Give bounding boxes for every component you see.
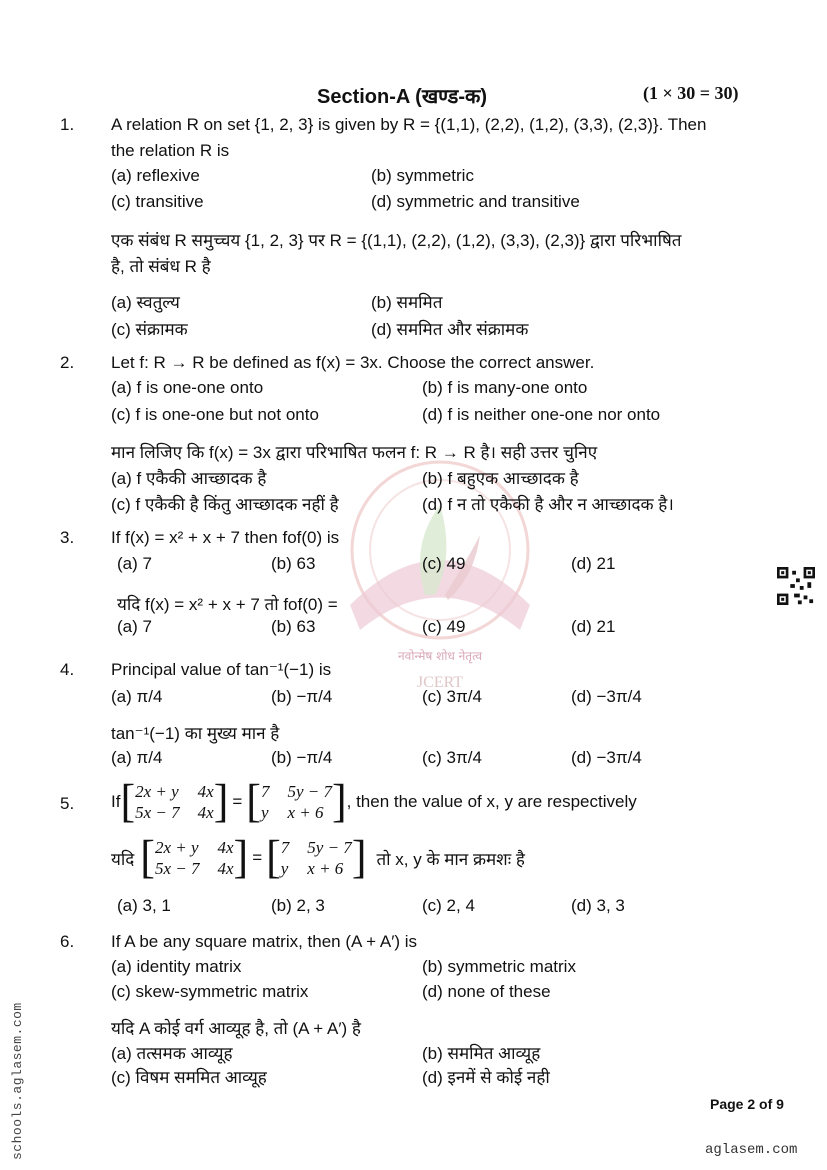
option-d-hindi: (d) −3π/4 — [571, 748, 642, 767]
option-c: (c) 49 — [422, 554, 466, 573]
option-c-hindi: (c) f एकैकी है किंतु आच्छादक नहीं है — [111, 495, 339, 514]
svg-text:JCERT: JCERT — [416, 674, 464, 691]
option-a: (a) reflexive — [111, 166, 200, 185]
footer-site: aglasem.com — [705, 1142, 798, 1158]
matrix-cell: 2x + y — [135, 782, 179, 801]
section-marks: (1 × 30 = 30) — [643, 83, 739, 103]
qr-code-icon — [776, 567, 816, 605]
equals-sign: = — [232, 792, 243, 811]
option-d: (d) f is neither one-one nor onto — [422, 405, 661, 424]
option-a: (a) 7 — [117, 554, 152, 573]
matrix-cell: 7 — [260, 782, 270, 801]
option-b-hindi: (b) सममित — [371, 293, 443, 312]
option-c-hindi: (c) 49 — [422, 617, 466, 636]
matrix-cell: 5y − 7 — [307, 838, 352, 857]
option-c: (c) transitive — [111, 192, 204, 211]
question-number: 2. — [60, 353, 75, 372]
question-text: A relation R on set {1, 2, 3} is given by R = {(1,1), (2,2), (1,2), (3,3), (2,3)}. Then — [111, 115, 707, 134]
question-tail-hindi: तो x, y के मान क्रमशः है — [376, 849, 525, 869]
option-c-hindi: (c) संक्रामक — [111, 320, 188, 339]
option-a: (a) f is one-one onto — [111, 378, 264, 397]
question-text-hindi: यदि f(x) = x² + x + 7 तो fof(0) = — [117, 595, 338, 614]
matrix-right: [ 7 5y − 7 y x + 6 ] — [246, 775, 347, 828]
question-number: 5. — [60, 794, 75, 813]
equals-sign: = — [252, 848, 263, 867]
option-a-hindi: (a) 7 — [117, 617, 152, 636]
question-text-hindi: tan⁻¹(−1) का मुख्य मान है — [111, 724, 280, 743]
question-number: 1. — [60, 115, 75, 134]
question-text: Let f: R → R be defined as f(x) = 3x. Choose the correct answer. — [111, 353, 595, 372]
matrix-cell: x + 6 — [287, 803, 324, 822]
option-a-hindi: (a) स्वतुल्य — [111, 293, 180, 312]
option-d-hindi: (d) इनमें से कोई नही — [422, 1068, 550, 1087]
side-watermark-url: schools.aglasem.com — [10, 1002, 25, 1160]
question-text: If f(x) = x² + x + 7 then fof(0) is — [111, 528, 340, 547]
option-a-hindi: (a) तत्समक आव्यूह — [111, 1044, 233, 1063]
question-text-hindi — [111, 832, 525, 884]
question-number: 4. — [60, 660, 75, 679]
option-d-hindi: (d) सममित और संक्रामक — [371, 320, 529, 339]
question-text: Principal value of tan⁻¹(−1) is — [111, 660, 332, 679]
question-number: 3. — [60, 528, 75, 547]
option-a: (a) 3, 1 — [117, 896, 171, 915]
option-b-hindi: (b) −π/4 — [271, 748, 333, 767]
question-text-hindi: है, तो संबंध R है — [111, 257, 211, 276]
question-text — [111, 776, 637, 828]
option-a: (a) identity matrix — [111, 957, 242, 976]
option-b: (b) symmetric matrix — [422, 957, 576, 976]
matrix-cell: y — [260, 803, 269, 822]
option-a-hindi: (a) π/4 — [111, 748, 163, 767]
matrix-cell: 4x — [197, 782, 214, 801]
option-d: (d) 21 — [571, 554, 616, 573]
option-d: (d) −3π/4 — [571, 687, 642, 706]
page-number: Page 2 of 9 — [710, 1096, 784, 1112]
option-d: (d) none of these — [422, 982, 551, 1001]
option-b-hindi: (b) सममित आव्यूह — [422, 1044, 541, 1063]
option-c: (c) 3π/4 — [422, 687, 482, 706]
matrix-cell: 2x + y — [154, 838, 199, 857]
matrix-cell: 7 — [280, 838, 290, 857]
option-b: (b) −π/4 — [271, 687, 333, 706]
matrix-cell: x + 6 — [307, 859, 344, 878]
matrix-cell: 4x — [217, 859, 234, 878]
option-c-hindi: (c) 3π/4 — [422, 748, 482, 767]
question-text-hindi: मान लिजिए कि f(x) = 3x द्वारा परिभाषित फलन f: R → R है। सही उत्तर चुनिए — [111, 443, 598, 462]
option-d: (d) 3, 3 — [571, 896, 625, 915]
if-word-hindi: यदि — [111, 849, 135, 869]
option-c: (c) skew-symmetric matrix — [111, 982, 309, 1001]
option-b: (b) 63 — [271, 554, 316, 573]
option-a: (a) π/4 — [111, 687, 163, 706]
option-a-hindi: (a) f एकैकी आच्छादक है — [111, 469, 267, 488]
jcert-watermark-logo — [330, 455, 550, 695]
matrix-left: [ 2x + y 4x 5x − 7 4x ] — [140, 831, 249, 884]
section-title: Section-A (खण्ड-क) — [317, 86, 488, 108]
option-c: (c) 2, 4 — [422, 896, 475, 915]
option-b-hindi: (b) 63 — [271, 617, 316, 636]
matrix-cell: 5x − 7 — [135, 803, 180, 822]
option-d-hindi: (d) 21 — [571, 617, 616, 636]
matrix-right: [ 7 5y − 7 y x + 6 ] — [266, 831, 367, 884]
matrix-cell: y — [280, 859, 289, 878]
question-text: the relation R is — [111, 141, 230, 160]
option-d: (d) symmetric and transitive — [371, 192, 580, 211]
option-b: (b) f is many-one onto — [422, 378, 588, 397]
matrix-cell: 4x — [197, 803, 214, 822]
question-tail: , then the value of x, y are respectively — [346, 792, 637, 811]
option-c-hindi: (c) विषम सममित आव्यूह — [111, 1068, 267, 1087]
svg-text:नवोन्मेष शोध नेतृत्व: नवोन्मेष शोध नेतृत्व — [398, 649, 482, 663]
matrix-cell: 5y − 7 — [287, 782, 332, 801]
question-number: 6. — [60, 932, 75, 951]
matrix-cell: 5x − 7 — [154, 859, 200, 878]
question-text-hindi: यदि A कोई वर्ग आव्यूह है, तो (A + A′) है — [111, 1019, 361, 1038]
matrix-cell: 4x — [217, 838, 234, 857]
if-word: If — [111, 792, 121, 811]
question-text: If A be any square matrix, then (A + A′) is — [111, 932, 418, 951]
option-c: (c) f is one-one but not onto — [111, 405, 319, 424]
option-b: (b) 2, 3 — [271, 896, 325, 915]
option-b: (b) symmetric — [371, 166, 474, 185]
matrix-left: [ 2x + y 4x 5x − 7 4x ] — [120, 775, 229, 828]
option-d-hindi: (d) f न तो एकैकी है और न आच्छादक है। — [422, 495, 674, 514]
option-b-hindi: (b) f बहुएक आच्छादक है — [422, 469, 579, 488]
question-text-hindi: एक संबंध R समुच्चय {1, 2, 3} पर R = {(1,1), (2,2), (1,2), (3,3), (2,3)} द्वारा परिभाषित — [111, 231, 682, 250]
